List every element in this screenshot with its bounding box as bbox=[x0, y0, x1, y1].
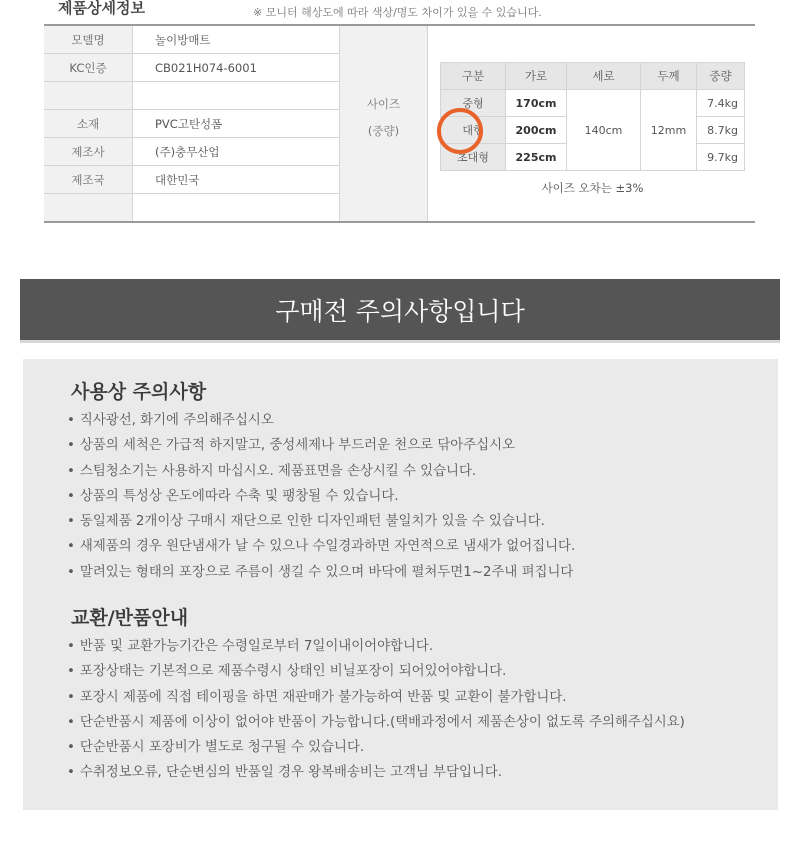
header-thickness: 두께 bbox=[641, 63, 697, 90]
spec-table bbox=[44, 24, 755, 223]
table-row bbox=[441, 90, 745, 117]
spec-label: 제조국 bbox=[44, 166, 133, 193]
header-type: 구분 bbox=[441, 63, 506, 90]
spec-row bbox=[44, 54, 340, 82]
size-width: 200cm bbox=[506, 117, 567, 144]
spec-label: 제조사 bbox=[44, 138, 133, 165]
weight-label: (중량) bbox=[367, 124, 400, 138]
size-tolerance-note: 사이즈 오차는 ±3% bbox=[541, 181, 644, 195]
spec-row bbox=[44, 26, 340, 54]
size-width: 225cm bbox=[506, 144, 567, 171]
list-item: • 상품의 특성상 온도에따라 수축 및 팽창될 수 있습니다. bbox=[67, 484, 575, 509]
size-type: 중형 bbox=[441, 90, 506, 117]
spec-value: (주)충무산업 bbox=[133, 138, 340, 165]
spec-row bbox=[44, 138, 340, 166]
usage-title: 사용상 주의사항 bbox=[71, 381, 207, 403]
list-item: • 말려있는 형태의 포장으로 주름이 생길 수 있으며 바닥에 펼쳐두면1~2주내 펴집니다 bbox=[67, 560, 575, 585]
list-item: • 포장상태는 기본적으로 제품수령시 상태인 비닐포장이 되어있어야합니다. bbox=[67, 659, 685, 684]
header-width: 가로 bbox=[506, 63, 567, 90]
list-item: • 직사광선, 화기에 주의해주십시오 bbox=[67, 408, 575, 433]
spec-value: 놀이방매트 bbox=[133, 26, 340, 53]
spec-value bbox=[133, 82, 340, 109]
highlight-circle bbox=[437, 108, 483, 154]
spec-row bbox=[44, 82, 340, 110]
spec-row bbox=[44, 110, 340, 138]
list-item: • 수취정보오류, 단순변심의 반품일 경우 왕복배송비는 고객님 부담입니다. bbox=[67, 760, 685, 785]
size-type: 초대형 bbox=[441, 144, 506, 171]
usage-list bbox=[67, 408, 575, 585]
list-item: • 동일제품 2개이상 구매시 재단으로 인한 디자인패턴 불일치가 있을 수 있습니다. bbox=[67, 509, 575, 534]
spec-label bbox=[44, 194, 133, 221]
spec-value: CB021H074-6001 bbox=[133, 54, 340, 81]
size-label-column bbox=[340, 26, 428, 221]
header-weight: 중량 bbox=[697, 63, 745, 90]
section-title: 제품상세정보 bbox=[58, 0, 145, 17]
exchange-title: 교환/반품안내 bbox=[71, 607, 189, 629]
monitor-notice: ※ 모니터 해상도에 따라 색상/명도 차이가 있을 수 있습니다. bbox=[253, 6, 542, 19]
list-item: • 단순반품시 포장비가 별도로 청구될 수 있습니다. bbox=[67, 735, 685, 760]
size-label: 사이즈 bbox=[366, 97, 401, 111]
list-item: • 상품의 세척은 가급적 하지말고, 중성세제나 부드러운 천으로 닦아주십시오 bbox=[67, 433, 575, 458]
spec-label: 모델명 bbox=[44, 26, 133, 53]
size-type: 대형 bbox=[441, 117, 506, 144]
spec-value bbox=[133, 194, 340, 221]
size-table-header bbox=[441, 63, 745, 90]
spec-value: 대한민국 bbox=[133, 166, 340, 193]
caution-banner: 구매전 주의사항입니다 bbox=[20, 279, 780, 343]
spec-row bbox=[44, 166, 340, 194]
size-thickness: 12mm bbox=[641, 90, 697, 171]
list-item: • 반품 및 교환가능기간은 수령일로부터 7일이내이어야합니다. bbox=[67, 634, 685, 659]
spec-label: KC인증 bbox=[44, 54, 133, 81]
header-length: 세로 bbox=[567, 63, 641, 90]
list-item: • 새제품의 경우 원단냄새가 날 수 있으나 수일경과하면 자연적으로 냄새가 없어집니다. bbox=[67, 534, 575, 559]
list-item: • 포장시 제품에 직접 테이핑을 하면 재판매가 불가능하여 반품 및 교환이 불가합니다. bbox=[67, 685, 685, 710]
spec-row bbox=[44, 194, 340, 221]
size-table bbox=[440, 62, 745, 171]
list-item: • 단순반품시 제품에 이상이 없어야 반품이 가능합니다.(택배과정에서 제품손상이 없도록 주의해주십시요) bbox=[67, 710, 685, 735]
size-weight: 7.4kg bbox=[697, 90, 745, 117]
spec-label: 소재 bbox=[44, 110, 133, 137]
size-weight: 9.7kg bbox=[697, 144, 745, 171]
notice-panel bbox=[23, 359, 778, 810]
exchange-list bbox=[67, 634, 685, 786]
size-length: 140cm bbox=[567, 90, 641, 171]
spec-label bbox=[44, 82, 133, 109]
size-weight: 8.7kg bbox=[697, 117, 745, 144]
spec-value: PVC고탄성폼 bbox=[133, 110, 340, 137]
size-width: 170cm bbox=[506, 90, 567, 117]
list-item: • 스팀청소기는 사용하지 마십시오. 제품표면을 손상시킬 수 있습니다. bbox=[67, 459, 575, 484]
